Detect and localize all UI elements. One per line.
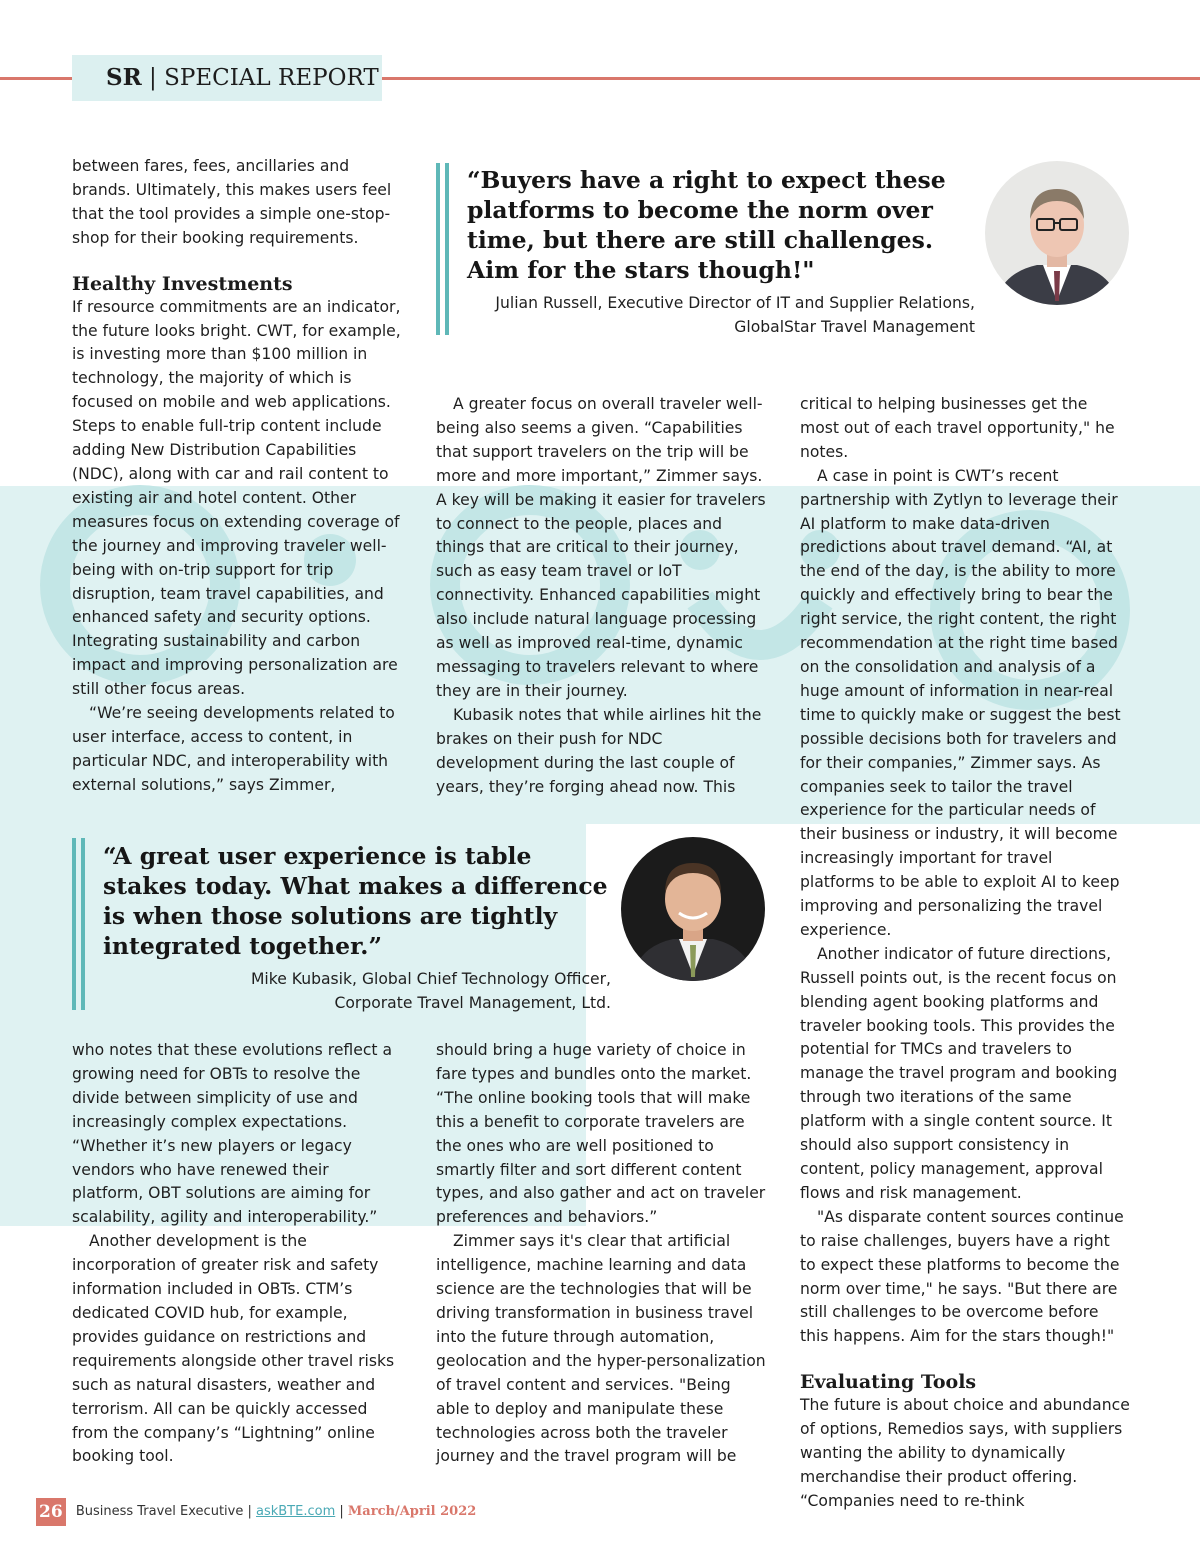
issue-date: March/April 2022 (347, 1504, 477, 1519)
body-paragraph: Kubasik notes that while airlines hit the brakes on their push for NDC development during the last couple of years, they’re forging ahead now. This (436, 705, 762, 796)
quote-bar (72, 838, 76, 1010)
body-paragraph: If resource commitments are an indicator, the future looks bright. CWT, for example, is investing more than $100 million in technology, the majority of which is focused on mobile and web applications. Steps to enable full-trip content include adding New Distribution Capabilities (NDC), along with car and rail content to existing air and hotel content. Other measures focus on extending coverage of the journey and improving traveler well-being with on-trip support for trip disruption, team travel capabilities, and enhanced safety and security options. Integrating sustainability and carbon impact and improving personalization are still other focus areas. (72, 297, 401, 699)
attribution-company: GlobalStar Travel Management (734, 318, 975, 336)
column-1-bottom (72, 1039, 404, 1469)
column-3 (800, 393, 1130, 1514)
body-paragraph: Another development is the incorporation of greater risk and safety information included in OBTs. CTM’s dedicated COVID hub, for example, provides guidance on restrictions and requirements alongside other travel risks such as natural disasters, weather and terrorism. All can be quickly accessed from the company’s “Lightning” online booking tool. (72, 1232, 395, 1466)
body-paragraph: A case in point is CWT’s recent partnership with Zytlyn to leverage their AI platform to make data-driven predictions about travel demand. “AI, at the end of the day, is the ability to more quickly and effectively bring to bear the right service, the right content, the right recommendation at the right time based on the consolidation and analysis of a huge amount of information in near-real time to quickly make or suggest the best possible decisions both for travelers and for their companies,” Zimmer says. As companies seek to tailor the travel experience for the particular needs of their business or industry, it will become increasingly important for travel platforms to be able to exploit AI to keep improving and personalizing the travel experience. (800, 466, 1121, 939)
section-tag (72, 55, 382, 101)
quote-bar (436, 163, 440, 335)
column-2-bottom (436, 1039, 766, 1469)
attribution-name: Mike Kubasik, Global Chief Technology Officer, (250, 970, 611, 988)
column-1-top (72, 155, 404, 798)
quote-bar (445, 163, 449, 335)
section-tag-label: | SPECIAL REPORT (149, 65, 379, 91)
body-paragraph: "As disparate content sources continue to raise challenges, buyers have a right to expect these platforms to become the norm over time," he says. "But there are still challenges to be overcome before this happens. Aim for the stars though!" (800, 1207, 1124, 1346)
page-footer (36, 1498, 476, 1526)
attribution-name: Julian Russell, Executive Director of IT and Supplier Relations, (495, 294, 975, 312)
attribution-company: Corporate Travel Management, Ltd. (334, 994, 611, 1012)
body-paragraph: “We’re seeing developments related to user interface, access to content, in particular NDC, and interoperability with external solutions,” says Zimmer, (72, 704, 395, 794)
publication-name: Business Travel Executive | (75, 1504, 252, 1519)
column-2-top (436, 393, 766, 799)
pull-quote-russell: “Buyers have a right to expect these platforms to become the norm over time, but there are still challenges. Aim for the stars though!" (467, 166, 946, 284)
portrait-julian-russell (985, 161, 1129, 305)
section-heading: Healthy Investments (72, 272, 293, 295)
body-paragraph: between fares, fees, ancillaries and brands. Ultimately, this makes users feel that the tool provides a simple one-stop-shop for their booking requirements. (72, 157, 392, 247)
section-heading: Evaluating Tools (800, 1371, 977, 1394)
body-paragraph: The future is about choice and abundance of options, Remedios says, with suppliers wanting the ability to dynamically merchandise their product offering. “Companies need to re-think (800, 1396, 1130, 1510)
quote-attribution (103, 967, 611, 1015)
body-paragraph: Zimmer says it's clear that artificial intelligence, machine learning and data science are the technologies that will be driving transformation in business travel into the future through automation, geolocation and the hyper-personalization of travel content and services. "Being able to deploy and manipulate these technologies across both the traveler journey and the travel program will be (436, 1232, 766, 1466)
body-paragraph: who notes that these evolutions reflect a growing need for OBTs to resolve the divide between simplicity of use and increasingly complex expectations. “Whether it’s new players or legacy vendors who have renewed their platform, OBT solutions are aiming for scalability, agility and interoperability.” (72, 1041, 393, 1227)
body-paragraph: A greater focus on overall traveler well-being also seems a given. “Capabilities that support travelers on the trip will be more and more important,” Zimmer says. A key will be making it easier for travelers to connect to the people, places and things that are critical to their journey, such as easy team travel or IoT connectivity. Enhanced capabilities might also include natural language processing as well as improved real-time, dynamic messaging to travelers relevant to where they are in their journey. (436, 395, 766, 700)
quote-attribution (467, 291, 975, 339)
section-tag-abbrev: SR (106, 64, 142, 91)
page-number: 26 (36, 1498, 66, 1526)
portrait-mike-kubasik (621, 837, 765, 981)
body-paragraph: Another indicator of future directions, Russell points out, is the recent focus on blending agent booking platforms and traveler booking tools. This provides the potential for TMCs and travelers to manage the travel program and booking through two iterations of the same platform with a single content source. It should also support consistency in content, policy management, approval flows and risk management. (800, 944, 1118, 1202)
footer-separator: | (339, 1504, 344, 1519)
pull-quote-kubasik: “A great user experience is table stakes today. What makes a difference is when those solutions are tightly integrated together.” (103, 842, 608, 960)
body-paragraph: critical to helping businesses get the most out of each travel opportunity," he notes. (800, 395, 1115, 461)
quote-bar (81, 838, 85, 1010)
website-link[interactable]: askBTE.com (256, 1504, 336, 1519)
body-paragraph: should bring a huge variety of choice in fare types and bundles onto the market. “The online booking tools that will make this a benefit to corporate travelers are the ones who are well positioned to smartly filter and sort different content types, and also gather and act on traveler preferences and behaviors.” (436, 1041, 766, 1227)
